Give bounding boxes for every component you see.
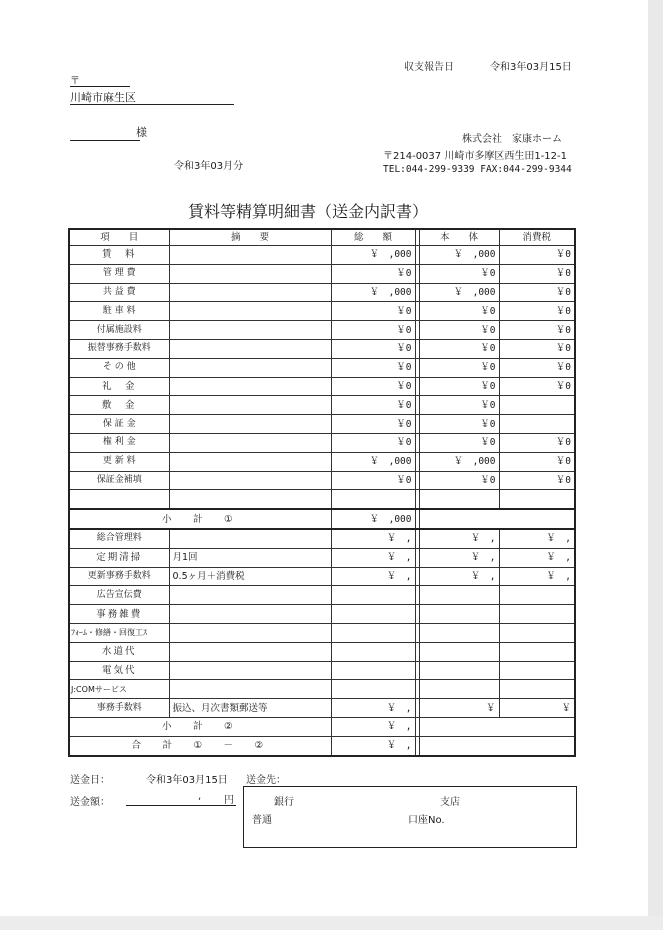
amount-unit: 円: [224, 795, 234, 806]
row-base: ￥0: [419, 471, 499, 490]
row-desc: 振込、月次書類郵送等: [169, 699, 331, 718]
row-tax: ￥0: [499, 471, 575, 490]
bank-box: [243, 786, 577, 848]
row-base: ￥ ,000: [419, 246, 499, 265]
row-item: そ の 他: [69, 358, 169, 377]
table-row: [69, 699, 575, 718]
table-row: [69, 321, 575, 340]
row-base: ￥0: [419, 321, 499, 340]
grand-total-row-blank: [419, 736, 575, 755]
table-row: [69, 264, 575, 283]
row-base: [419, 605, 499, 624]
row-total: ￥0: [331, 321, 415, 340]
row-base: ￥0: [419, 396, 499, 415]
row-base: [419, 642, 499, 661]
account-no-label: 口座No.: [408, 815, 445, 826]
row-item: 更新事務手数料: [69, 567, 169, 586]
address-underline: [70, 104, 234, 105]
row-desc: [169, 586, 331, 605]
account-type: 普通: [252, 815, 272, 826]
header-total: 総 額: [331, 229, 415, 246]
company-address: 〒214-0037 川崎市多摩区西生田1-12-1: [383, 151, 567, 162]
table-row: [69, 377, 575, 396]
row-desc: [169, 623, 331, 642]
row-base: [419, 586, 499, 605]
row-base: ￥0: [419, 377, 499, 396]
row-tax: ￥0: [499, 302, 575, 321]
table-row: [69, 586, 575, 605]
row-item: 事務雑費: [69, 605, 169, 624]
table-row: [69, 529, 575, 548]
row-total: ￥0: [331, 358, 415, 377]
row-desc: [169, 415, 331, 434]
row-total: ￥0: [331, 396, 415, 415]
grand-total-row-label: 合 計 ① － ②: [69, 736, 331, 755]
company-name: 株式会社 家康ホーム: [462, 134, 562, 145]
row-tax: ￥0: [499, 283, 575, 302]
amount-label: 送金額：: [70, 797, 110, 808]
row-tax: ￥0: [499, 321, 575, 340]
statement-table: [68, 228, 576, 757]
row-base: ￥: [419, 699, 499, 718]
document-title: 賃料等精算明細書（送金内訳書）: [188, 202, 429, 221]
row-tax: ￥0: [499, 358, 575, 377]
row-tax: ￥ ,: [499, 567, 575, 586]
row-tax: [499, 490, 575, 509]
row-total: ￥0: [331, 377, 415, 396]
table-row: [69, 396, 575, 415]
page-edge-bottom: [0, 916, 663, 930]
table-row: [69, 623, 575, 642]
row-total: [331, 642, 415, 661]
row-tax: [499, 396, 575, 415]
row-total: ￥ ,: [331, 699, 415, 718]
subtotal-1-row-label: 小 計 ①: [69, 509, 331, 529]
row-total: ￥ ,000: [331, 452, 415, 471]
table-row: [69, 642, 575, 661]
row-item: 賃 料: [69, 246, 169, 265]
row-base: ￥ ,000: [419, 452, 499, 471]
report-date: 令和3年03月15日: [490, 62, 572, 73]
row-tax: ￥0: [499, 433, 575, 452]
row-base: ￥0: [419, 302, 499, 321]
row-base: ￥ ,: [419, 529, 499, 548]
row-total: ￥0: [331, 433, 415, 452]
row-total: [331, 680, 415, 699]
row-total: ￥ ,000: [331, 246, 415, 265]
row-desc: [169, 642, 331, 661]
row-tax: ￥ ,: [499, 529, 575, 548]
row-total: [331, 490, 415, 509]
grand-total-row-total: ￥ ,: [331, 736, 415, 755]
table-row: [69, 490, 575, 509]
send-date-label: 送金日：: [70, 775, 110, 786]
postal-mark: 〒: [70, 76, 80, 87]
row-total: ￥0: [331, 339, 415, 358]
row-total: [331, 605, 415, 624]
row-tax: [499, 605, 575, 624]
row-base: ￥ ,: [419, 548, 499, 567]
row-item: 管 理 費: [69, 264, 169, 283]
page-edge: [648, 0, 663, 930]
row-desc: [169, 321, 331, 340]
header-base: 本 体: [419, 229, 499, 246]
row-desc: [169, 452, 331, 471]
row-base: ￥0: [419, 415, 499, 434]
row-desc: [169, 339, 331, 358]
row-desc: [169, 680, 331, 699]
amount-comma: ,: [198, 791, 202, 802]
row-item: [69, 490, 169, 509]
subtotal-2-row-blank: [419, 717, 575, 736]
row-desc: [169, 605, 331, 624]
row-tax: ￥0: [499, 377, 575, 396]
table-row: [69, 605, 575, 624]
table-row: [69, 246, 575, 265]
table-row: [69, 452, 575, 471]
row-tax: ￥0: [499, 452, 575, 471]
row-base: ￥0: [419, 358, 499, 377]
row-item: 事務手数料: [69, 699, 169, 718]
row-item: 水道代: [69, 642, 169, 661]
row-tax: [499, 623, 575, 642]
table-row: [69, 339, 575, 358]
row-tax: ￥0: [499, 339, 575, 358]
row-base: [419, 623, 499, 642]
branch-label: 支店: [440, 797, 460, 808]
table-row: [69, 567, 575, 586]
table-header: [69, 229, 575, 246]
row-item: 付属施設料: [69, 321, 169, 340]
subtotal-1-row-blank: [419, 509, 575, 529]
row-tax: [499, 680, 575, 699]
header-item: 項 目: [69, 229, 169, 246]
row-item: 共 益 費: [69, 283, 169, 302]
row-item: 敷 金: [69, 396, 169, 415]
row-total: [331, 661, 415, 680]
row-base: [419, 490, 499, 509]
header-desc: 摘 要: [169, 229, 331, 246]
row-item: 振替事務手数料: [69, 339, 169, 358]
row-total: ￥0: [331, 415, 415, 434]
row-item: 総合管理料: [69, 529, 169, 548]
table-row: [69, 680, 575, 699]
row-item: 保 証 金: [69, 415, 169, 434]
row-item: ﾌｫｰﾑ・修繕・回復工ｽ: [69, 623, 169, 642]
recipient-address: 川崎市麻生区: [70, 91, 136, 104]
row-desc: [169, 377, 331, 396]
row-desc: [169, 433, 331, 452]
subtotal-2-row-label: 小 計 ②: [69, 717, 331, 736]
row-item: 礼 金: [69, 377, 169, 396]
subtotal-1-row: [69, 509, 575, 529]
period: 令和3年03月分: [174, 161, 244, 172]
row-item: 更 新 料: [69, 452, 169, 471]
row-base: [419, 680, 499, 699]
bank-label: 銀行: [274, 797, 294, 808]
table-row: [69, 415, 575, 434]
row-tax: ￥0: [499, 246, 575, 265]
row-item: 権 利 金: [69, 433, 169, 452]
honorific: 様: [136, 126, 147, 139]
row-item: 保証金補填: [69, 471, 169, 490]
row-desc: [169, 246, 331, 265]
table-row: [69, 358, 575, 377]
row-desc: [169, 302, 331, 321]
grand-total-row: [69, 736, 575, 755]
row-base: ￥0: [419, 339, 499, 358]
row-base: [419, 661, 499, 680]
table-row: [69, 433, 575, 452]
table-row: [69, 661, 575, 680]
row-total: ￥0: [331, 302, 415, 321]
postal-underline: [70, 86, 130, 87]
row-desc: [169, 529, 331, 548]
row-total: ￥0: [331, 471, 415, 490]
row-desc: 月1回: [169, 548, 331, 567]
table-row: [69, 548, 575, 567]
row-total: ￥ ,000: [331, 283, 415, 302]
send-to-label: 送金先：: [246, 775, 286, 786]
subtotal-2-row: [69, 717, 575, 736]
row-base: ￥ ,000: [419, 283, 499, 302]
header-tax: 消費税: [499, 229, 575, 246]
row-item: J:COMサービス: [69, 680, 169, 699]
row-total: ￥ ,: [331, 548, 415, 567]
row-item: 広告宣伝費: [69, 586, 169, 605]
report-date-label: 収支報告日: [404, 62, 454, 73]
table-row: [69, 283, 575, 302]
row-tax: [499, 586, 575, 605]
table-row: [69, 471, 575, 490]
company-contact: TEL:044-299-9339 FAX:044-299-9344: [383, 164, 572, 175]
row-desc: [169, 283, 331, 302]
table-row: [69, 302, 575, 321]
row-tax: ￥ ,: [499, 548, 575, 567]
row-base: ￥0: [419, 433, 499, 452]
row-total: [331, 586, 415, 605]
row-desc: 0.5ヶ月＋消費税: [169, 567, 331, 586]
row-total: ￥0: [331, 264, 415, 283]
row-tax: [499, 642, 575, 661]
row-tax: [499, 415, 575, 434]
row-tax: ￥: [499, 699, 575, 718]
amount-underline: [126, 805, 236, 806]
row-desc: [169, 264, 331, 283]
row-desc: [169, 490, 331, 509]
name-underline: [70, 140, 140, 141]
row-item: 電気代: [69, 661, 169, 680]
row-desc: [169, 661, 331, 680]
row-tax: ￥0: [499, 264, 575, 283]
row-total: [331, 623, 415, 642]
send-date: 令和3年03月15日: [146, 775, 228, 786]
row-desc: [169, 358, 331, 377]
row-base: ￥0: [419, 264, 499, 283]
row-total: ￥ ,: [331, 567, 415, 586]
row-total: ￥ ,: [331, 529, 415, 548]
row-desc: [169, 471, 331, 490]
row-item: 駐 車 料: [69, 302, 169, 321]
row-base: ￥ ,: [419, 567, 499, 586]
subtotal-2-row-total: ￥ ,: [331, 717, 415, 736]
row-desc: [169, 396, 331, 415]
subtotal-1-row-total: ￥ ,000: [331, 509, 415, 529]
row-tax: [499, 661, 575, 680]
row-item: 定期清掃: [69, 548, 169, 567]
